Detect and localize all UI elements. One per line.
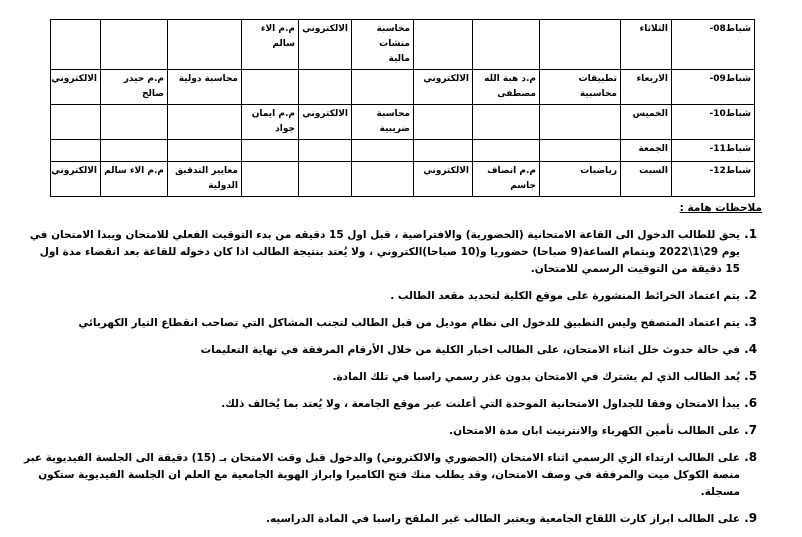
mode-cell [414, 20, 473, 70]
table-row [51, 162, 755, 197]
day-cell: الثلاثاء [621, 20, 672, 70]
subject-cell [168, 20, 242, 70]
date-cell: شباط12- [672, 162, 755, 197]
date-cell: شباط11- [672, 140, 755, 162]
mode-cell [51, 20, 101, 70]
mode-cell: الالكتروني [299, 20, 352, 70]
teacher-cell [242, 140, 299, 162]
teacher-cell [473, 20, 540, 70]
note-item: 5. يُعد الطالب الذي لم يشترك في الامتحان بدون عذر رسمي راسبا في تلك المادة. [22, 368, 740, 386]
teacher-cell [242, 162, 299, 197]
teacher-cell: م.م ايمان جواد [242, 105, 299, 140]
mode-cell: الالكتروني [51, 70, 101, 105]
mode-cell: الالكتروني [414, 70, 473, 105]
date-cell: شباط09- [672, 70, 755, 105]
mode-cell [51, 105, 101, 140]
subject-cell [540, 20, 621, 70]
date-cell: شباط08- [672, 20, 755, 70]
note-item: 8. على الطالب ارتداء الزي الرسمي اثناء الامتحان (الحضوري والالكتروني) والدخول قبل وقت الامتحان بـ (15) دقيقة الى الجلسة الفيديوية عبر منصة الكوكل ميت والمرفقة في وصف الامتحان، وقد يطلب منك فتح الكاميرا وابراز الهوية الجامعية مع العلم ان الجلسة الفيديوية ستكون مسجلة. [22, 449, 740, 501]
subject-cell: محاسبة ضريبية [352, 105, 414, 140]
note-item: 2. يتم اعتماد الخرائط المنشورة على موقع الكلية لتحديد مقعد الطالب . [22, 287, 740, 305]
teacher-cell: م.م حيدر صالح [101, 70, 168, 105]
subject-cell: محاسبة دولية [168, 70, 242, 105]
table-row [51, 140, 755, 162]
mode-cell [414, 140, 473, 162]
note-item: 6. يبدأ الامتحان وفقا للجداول الامتحانية الموحدة التي أعلنت عبر موقع الجامعة ، ولا يُعتد بما يُخالف ذلك. [22, 395, 740, 413]
teacher-cell [242, 70, 299, 105]
day-cell: الاربعاء [621, 70, 672, 105]
note-item: 3. يتم اعتماد المتصفح وليس التطبيق للدخول الى نظام موديل من قبل الطالب لتجنب المشاكل التي تصاحب انقطاع التيار الكهربائي [22, 314, 740, 332]
teacher-cell [101, 140, 168, 162]
subject-cell [352, 70, 414, 105]
mode-cell [299, 140, 352, 162]
subject-cell [352, 162, 414, 197]
mode-cell: الالكتروني [414, 162, 473, 197]
subject-cell: محاسبة منشات مالية [352, 20, 414, 70]
teacher-cell [101, 105, 168, 140]
mode-cell [414, 105, 473, 140]
subject-cell [540, 140, 621, 162]
teacher-cell: م.د هبة الله مصطفى [473, 70, 540, 105]
teacher-cell: م.م انصاف جاسم [473, 162, 540, 197]
exam-schedule-table [50, 19, 755, 197]
date-cell: شباط10- [672, 105, 755, 140]
note-item: 4. في حالة حدوث خلل اثناء الامتحان، على الطالب اخبار الكلية من خلال الأرقام المرفقة في نهاية التعليمات [22, 341, 740, 359]
subject-cell: تطبيقات محاسبية [540, 70, 621, 105]
table-row [51, 70, 755, 105]
mode-cell: الالكتروني [51, 162, 101, 197]
note-item: 1. يحق للطالب الدخول الى القاعة الامتحانية (الحضورية) والافتراضية ، قبل اول 15 دقيقه من بدء التوقيت الفعلي للامتحان ويبدا الامتحان في يوم 29\1\2022 وبتمام الساعة(9 صباحا) حضوريا و(10 صباحا)الكتروني ، ولا يُعتد بنتيجة الطالب اذا كان دخوله للقاعة بعد انقضاء مدة اول 15 دقيقة من التوقيت الرسمي للامتحان. [22, 226, 740, 278]
teacher-cell [473, 105, 540, 140]
notes-list [22, 226, 762, 528]
note-item: 7. على الطالب تأمين الكهرباء والانترنيت ابان مدة الامتحان. [22, 422, 740, 440]
subject-cell: رياضيات [540, 162, 621, 197]
note-item: 9. على الطالب ابراز كارت اللقاح الجامعية ويعتبر الطالب غير الملقح راسبا في المادة الدراسيه. [22, 510, 740, 528]
table-row [51, 105, 755, 140]
table-row [51, 20, 755, 70]
day-cell: الجمعة [621, 140, 672, 162]
day-cell: الخميس [621, 105, 672, 140]
mode-cell [51, 140, 101, 162]
teacher-cell: م.م الاء سالم [101, 162, 168, 197]
notes-heading: ملاحظات هامة : [679, 202, 762, 214]
subject-cell [540, 105, 621, 140]
mode-cell [299, 70, 352, 105]
teacher-cell [473, 140, 540, 162]
subject-cell [168, 140, 242, 162]
subject-cell [352, 140, 414, 162]
subject-cell [168, 105, 242, 140]
teacher-cell: م.م الاء سالم [242, 20, 299, 70]
teacher-cell [101, 20, 168, 70]
mode-cell: الالكتروني [299, 105, 352, 140]
mode-cell [299, 162, 352, 197]
important-notes [22, 202, 762, 537]
day-cell: السبت [621, 162, 672, 197]
subject-cell: معايير التدقيق الدولية [168, 162, 242, 197]
